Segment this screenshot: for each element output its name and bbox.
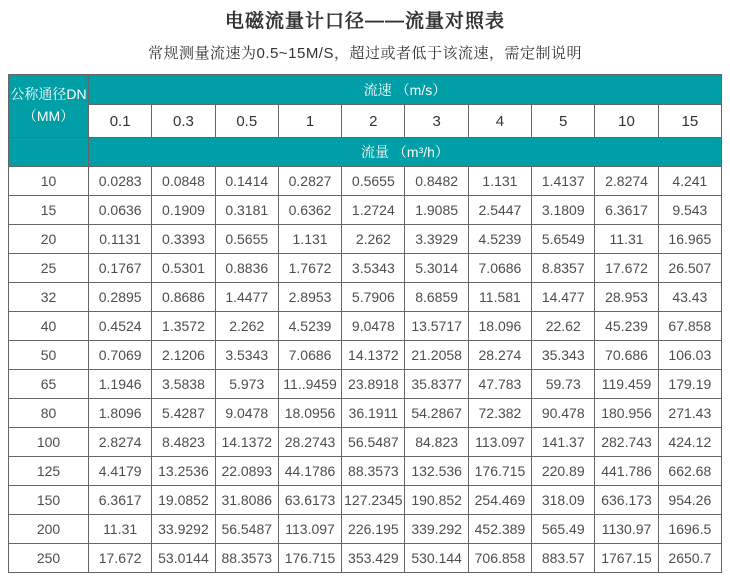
- dn-cell: 15: [9, 196, 89, 225]
- flow-value-cell: 56.5487: [342, 428, 405, 457]
- flow-value-cell: 63.6173: [278, 486, 341, 515]
- flow-value-cell: 0.8836: [215, 254, 278, 283]
- flow-value-cell: 21.2058: [405, 341, 468, 370]
- flow-value-cell: 0.7069: [89, 341, 152, 370]
- flow-value-cell: 11.31: [595, 225, 658, 254]
- flow-value-cell: 5.973: [215, 370, 278, 399]
- corner-header-line1: 公称通径DN: [10, 86, 87, 103]
- flow-value-cell: 17.672: [89, 544, 152, 573]
- table-row: [9, 544, 722, 573]
- flow-value-cell: 0.0636: [89, 196, 152, 225]
- flow-header-spacer: [9, 138, 89, 167]
- velocity-value: 4: [468, 105, 531, 138]
- flow-value-cell: 9.0478: [215, 399, 278, 428]
- flow-comparison-table: [8, 74, 722, 573]
- flow-value-cell: 0.1909: [152, 196, 215, 225]
- flow-value-cell: 17.672: [595, 254, 658, 283]
- flow-value-cell: 53.0144: [152, 544, 215, 573]
- flow-value-cell: 1.2724: [342, 196, 405, 225]
- flow-value-cell: 23.8918: [342, 370, 405, 399]
- flow-value-cell: 127.2345: [342, 486, 405, 515]
- page-subtitle: 常规测量流速为0.5~15M/S，超过或者低于该流速，需定制说明: [148, 45, 582, 62]
- flow-value-cell: 1.131: [278, 225, 341, 254]
- flow-value-cell: 72.382: [468, 399, 531, 428]
- flow-value-cell: 1.131: [468, 167, 531, 196]
- table-row: [9, 283, 722, 312]
- table-row: [9, 341, 722, 370]
- flow-value-cell: 353.429: [342, 544, 405, 573]
- flow-header-row: [9, 138, 722, 167]
- dn-cell: 100: [9, 428, 89, 457]
- velocity-value: 0.3: [152, 105, 215, 138]
- velocity-value: 3: [405, 105, 468, 138]
- flow-value-cell: 3.5343: [342, 254, 405, 283]
- flow-value-cell: 84.823: [405, 428, 468, 457]
- flow-value-cell: 132.536: [405, 457, 468, 486]
- dn-cell: 250: [9, 544, 89, 573]
- dn-cell: 32: [9, 283, 89, 312]
- flow-value-cell: 4.241: [658, 167, 721, 196]
- flow-value-cell: 0.2827: [278, 167, 341, 196]
- flow-value-cell: 43.43: [658, 283, 721, 312]
- flow-value-cell: 2650.7: [658, 544, 721, 573]
- flow-value-cell: 0.1131: [89, 225, 152, 254]
- flow-value-cell: 441.786: [595, 457, 658, 486]
- flow-value-cell: 1767.15: [595, 544, 658, 573]
- flow-header: 流量 （m³/h）: [89, 138, 722, 167]
- velocity-value: 5: [532, 105, 595, 138]
- flow-value-cell: 5.4287: [152, 399, 215, 428]
- flow-value-cell: 14.1372: [342, 341, 405, 370]
- table-row: [9, 312, 722, 341]
- flow-value-cell: 141.37: [532, 428, 595, 457]
- flow-value-cell: 113.097: [468, 428, 531, 457]
- flow-value-cell: 1.8096: [89, 399, 152, 428]
- flow-value-cell: 0.5655: [342, 167, 405, 196]
- dn-cell: 40: [9, 312, 89, 341]
- flow-value-cell: 0.2895: [89, 283, 152, 312]
- flow-value-cell: 22.62: [532, 312, 595, 341]
- dn-cell: 65: [9, 370, 89, 399]
- flow-value-cell: 36.1911: [342, 399, 405, 428]
- flow-value-cell: 180.956: [595, 399, 658, 428]
- flow-value-cell: 31.8086: [215, 486, 278, 515]
- flow-value-cell: 35.8377: [405, 370, 468, 399]
- flow-value-cell: 119.459: [595, 370, 658, 399]
- flow-value-cell: 8.4823: [152, 428, 215, 457]
- flow-value-cell: 0.1767: [89, 254, 152, 283]
- velocity-value: 15: [658, 105, 721, 138]
- flow-value-cell: 0.4524: [89, 312, 152, 341]
- flow-value-cell: 5.3014: [405, 254, 468, 283]
- flow-value-cell: 339.292: [405, 515, 468, 544]
- flow-value-cell: 54.2867: [405, 399, 468, 428]
- flow-value-cell: 0.6362: [278, 196, 341, 225]
- flow-value-cell: 318.09: [532, 486, 595, 515]
- flow-value-cell: 424.12: [658, 428, 721, 457]
- flow-value-cell: 1130.97: [595, 515, 658, 544]
- flow-value-cell: 3.5343: [215, 341, 278, 370]
- flow-value-cell: 0.0848: [152, 167, 215, 196]
- flow-value-cell: 14.1372: [215, 428, 278, 457]
- table-row: [9, 225, 722, 254]
- table-row: [9, 370, 722, 399]
- table-row: [9, 196, 722, 225]
- flow-value-cell: 176.715: [468, 457, 531, 486]
- flow-value-cell: 45.239: [595, 312, 658, 341]
- flow-value-cell: 14.477: [532, 283, 595, 312]
- flow-value-cell: 530.144: [405, 544, 468, 573]
- flow-value-cell: 0.8686: [152, 283, 215, 312]
- flow-value-cell: 0.0283: [89, 167, 152, 196]
- flow-value-cell: 56.5487: [215, 515, 278, 544]
- flow-value-cell: 662.68: [658, 457, 721, 486]
- dn-cell: 125: [9, 457, 89, 486]
- flow-value-cell: 0.3393: [152, 225, 215, 254]
- flow-value-cell: 1.9085: [405, 196, 468, 225]
- flow-value-cell: 2.262: [342, 225, 405, 254]
- flow-value-cell: 59.73: [532, 370, 595, 399]
- flow-value-cell: 70.686: [595, 341, 658, 370]
- flow-value-cell: 5.6549: [532, 225, 595, 254]
- page-title: 电磁流量计口径——流量对照表: [224, 11, 505, 32]
- flow-value-cell: 3.1809: [532, 196, 595, 225]
- flow-value-cell: 90.478: [532, 399, 595, 428]
- dn-cell: 200: [9, 515, 89, 544]
- flow-value-cell: 1.7672: [278, 254, 341, 283]
- flow-value-cell: 271.43: [658, 399, 721, 428]
- flow-value-cell: 1.3572: [152, 312, 215, 341]
- flow-value-cell: 179.19: [658, 370, 721, 399]
- table-row: [9, 486, 722, 515]
- velocity-header: 流速 （m/s）: [89, 75, 722, 105]
- flow-value-cell: 0.5655: [215, 225, 278, 254]
- flow-value-cell: 2.8953: [278, 283, 341, 312]
- flow-value-cell: 28.953: [595, 283, 658, 312]
- flow-value-cell: 28.2743: [278, 428, 341, 457]
- velocity-value: 1: [278, 105, 341, 138]
- corner-header: [9, 75, 89, 138]
- flow-value-cell: 6.3617: [89, 486, 152, 515]
- table-row: [9, 515, 722, 544]
- flow-value-cell: 2.8274: [89, 428, 152, 457]
- flow-value-cell: 19.0852: [152, 486, 215, 515]
- flow-value-cell: 9.0478: [342, 312, 405, 341]
- flow-value-cell: 636.173: [595, 486, 658, 515]
- flow-value-cell: 0.8482: [405, 167, 468, 196]
- flow-value-cell: 44.1786: [278, 457, 341, 486]
- velocity-values-row: [9, 105, 722, 138]
- flow-value-cell: 954.26: [658, 486, 721, 515]
- flow-value-cell: 11.31: [89, 515, 152, 544]
- flow-value-cell: 5.7906: [342, 283, 405, 312]
- velocity-value: 10: [595, 105, 658, 138]
- flow-value-cell: 226.195: [342, 515, 405, 544]
- flow-value-cell: 2.1206: [152, 341, 215, 370]
- velocity-header-row: [9, 75, 722, 105]
- flow-value-cell: 4.5239: [278, 312, 341, 341]
- dn-cell: 20: [9, 225, 89, 254]
- flow-value-cell: 7.0686: [278, 341, 341, 370]
- flow-value-cell: 2.5447: [468, 196, 531, 225]
- flow-value-cell: 26.507: [658, 254, 721, 283]
- flow-value-cell: 176.715: [278, 544, 341, 573]
- flow-value-cell: 0.1414: [215, 167, 278, 196]
- flow-value-cell: 4.5239: [468, 225, 531, 254]
- velocity-value: 0.5: [215, 105, 278, 138]
- table-row: [9, 399, 722, 428]
- flow-value-cell: 565.49: [532, 515, 595, 544]
- flow-value-cell: 13.5717: [405, 312, 468, 341]
- velocity-value: 2: [342, 105, 405, 138]
- flow-value-cell: 35.343: [532, 341, 595, 370]
- flow-value-cell: 11..9459: [278, 370, 341, 399]
- flow-value-cell: 28.274: [468, 341, 531, 370]
- flow-value-cell: 254.469: [468, 486, 531, 515]
- table-body: [9, 167, 722, 573]
- flow-value-cell: 1.1946: [89, 370, 152, 399]
- flow-value-cell: 88.3573: [215, 544, 278, 573]
- flow-value-cell: 2.262: [215, 312, 278, 341]
- flow-value-cell: 18.096: [468, 312, 531, 341]
- flow-value-cell: 3.5838: [152, 370, 215, 399]
- flow-value-cell: 3.3929: [405, 225, 468, 254]
- flow-value-cell: 9.543: [658, 196, 721, 225]
- flow-value-cell: 47.783: [468, 370, 531, 399]
- flow-value-cell: 8.8357: [532, 254, 595, 283]
- table-row: [9, 167, 722, 196]
- flow-value-cell: 2.8274: [595, 167, 658, 196]
- corner-header-line2: （MM）: [22, 108, 75, 124]
- dn-cell: 80: [9, 399, 89, 428]
- flow-value-cell: 1.4137: [532, 167, 595, 196]
- dn-cell: 150: [9, 486, 89, 515]
- flow-value-cell: 883.57: [532, 544, 595, 573]
- table-row: [9, 428, 722, 457]
- flow-value-cell: 282.743: [595, 428, 658, 457]
- flow-value-cell: 1696.5: [658, 515, 721, 544]
- dn-cell: 10: [9, 167, 89, 196]
- flow-value-cell: 33.9292: [152, 515, 215, 544]
- table-row: [9, 254, 722, 283]
- flow-value-cell: 6.3617: [595, 196, 658, 225]
- flow-value-cell: 452.389: [468, 515, 531, 544]
- flow-value-cell: 113.097: [278, 515, 341, 544]
- flow-value-cell: 4.4179: [89, 457, 152, 486]
- flow-value-cell: 220.89: [532, 457, 595, 486]
- flow-value-cell: 11.581: [468, 283, 531, 312]
- flow-value-cell: 16.965: [658, 225, 721, 254]
- dn-cell: 25: [9, 254, 89, 283]
- flow-value-cell: 7.0686: [468, 254, 531, 283]
- flow-value-cell: 88.3573: [342, 457, 405, 486]
- flow-value-cell: 706.858: [468, 544, 531, 573]
- dn-cell: 50: [9, 341, 89, 370]
- flow-value-cell: 13.2536: [152, 457, 215, 486]
- flow-value-cell: 67.858: [658, 312, 721, 341]
- flow-value-cell: 8.6859: [405, 283, 468, 312]
- flow-value-cell: 106.03: [658, 341, 721, 370]
- table-row: [9, 457, 722, 486]
- flow-value-cell: 0.3181: [215, 196, 278, 225]
- flow-value-cell: 18.0956: [278, 399, 341, 428]
- flow-value-cell: 0.5301: [152, 254, 215, 283]
- flow-value-cell: 190.852: [405, 486, 468, 515]
- velocity-value: 0.1: [89, 105, 152, 138]
- flow-value-cell: 1.4477: [215, 283, 278, 312]
- flow-value-cell: 22.0893: [215, 457, 278, 486]
